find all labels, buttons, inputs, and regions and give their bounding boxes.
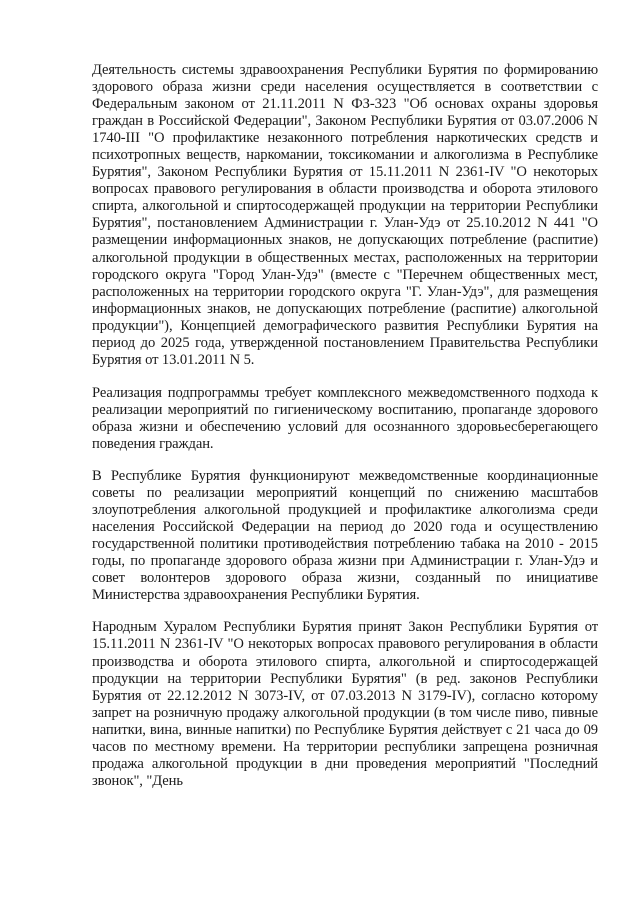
paragraph-law: Народным Хуралом Республики Бурятия принят Закон Республики Бурятия от 15.11.2011 N 2361-IV "О некоторых вопросах правового регулирования в области производства и оборота этилового спирта, алкогольной и спиртосодержащей продукции на территории Республики Бурятия" (в ред. законов Республики Бурятия от 22.12.2012 N 3073-IV, от 07.03.2013 N 3179-IV), согласно которому запрет на розничную продажу алкогольной продукции (в том числе пиво, пивные напитки, вина, винные напитки) по Республике Бурятия действует с 21 часа до 09 часов по местному времени. На территории республики запрещена розничная продажа алкогольной продукции в дни проведения мероприятий "Последний звонок", "День [92,619,598,789]
paragraph-councils: В Республике Бурятия функционируют межведомственные координационные советы по реализации мероприятий концепций по снижению масштабов злоупотребления алкогольной продукцией и профилактике алкоголизма среди населения Российской Федерации на период до 2020 года и осуществлению государственной политики противодействия потреблению табака на 2010 - 2015 годы, по пропаганде здорового образа жизни при Администрации г. Улан-Удэ и совет волонтеров здорового образа жизни, созданный по инициативе Министерства здравоохранения Республики Бурятия. [92,468,598,604]
document-page [92,62,598,806]
paragraph-legal-basis: Деятельность системы здравоохранения Республики Бурятия по формированию здорового образа жизни среди населения осуществляется в соответствии с Федеральным законом от 21.11.2011 N ФЗ-323 "Об основах охраны здоровья граждан в Российской Федерации", Законом Республики Бурятия от 03.07.2006 N 1740-III "О профилактике незаконного потребления наркотических средств и психотропных веществ, наркомании, токсикомании и алкоголизма в Республике Бурятия", Законом Республики Бурятия от 15.11.2011 N 2361-IV "О некоторых вопросах правового регулирования в области производства и оборота этилового спирта, алкогольной и спиртосодержащей продукции на территории Республики Бурятия", постановлением Администрации г. Улан-Удэ от 25.10.2012 N 441 "О размещении информационных знаков, не допускающих потребление (распитие) алкогольной продукции в общественных местах, расположенных на территории городского округа "Город Улан-Удэ" (вместе с "Перечнем общественных мест, расположенных на территории городского округа "Г. Улан-Удэ", для размещения информационных знаков, не допускающих потребление (распитие) алкогольной продукции"), Концепцией демографического развития Республики Бурятия на период до 2025 года, утвержденной постановлением Правительства Республики Бурятия от 13.01.2011 N 5. [92,62,598,368]
paragraph-subprogram: Реализация подпрограммы требует комплексного межведомственного подхода к реализации мероприятий по гигиеническому воспитанию, пропаганде здорового образа жизни и обеспечению условий для осознанного здоровьесберегающего поведения граждан. [92,384,598,452]
